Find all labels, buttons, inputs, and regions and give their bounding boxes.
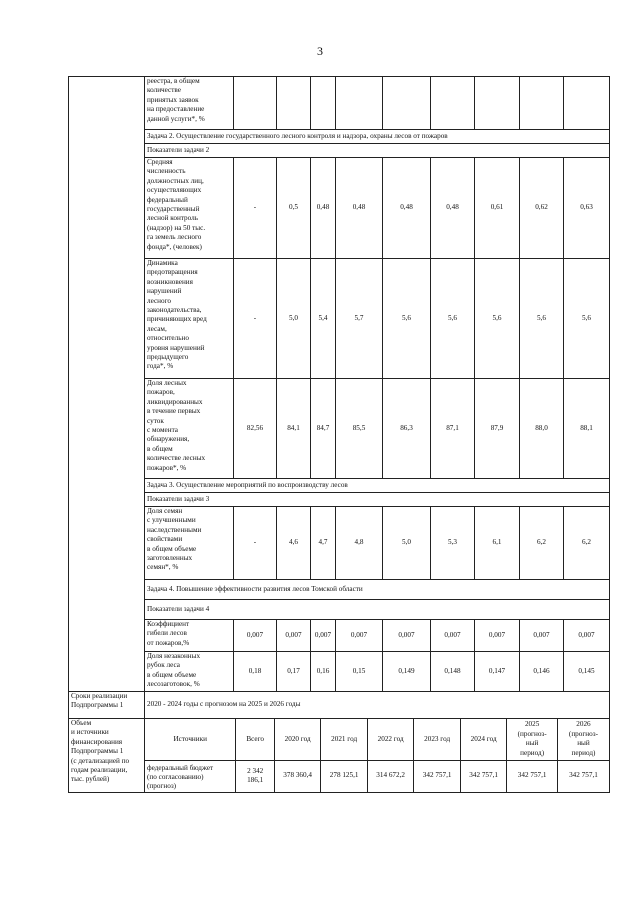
empty-cell (431, 77, 475, 130)
indicator-value: 0,62 (520, 158, 564, 259)
financing-header: 2024 год (460, 719, 507, 760)
task-indicators-label: Показатели задачи 4 (145, 600, 610, 620)
indicator-value: 5,4 (311, 259, 336, 379)
indicator-value: 86,3 (383, 379, 431, 479)
indicator-value: 5,0 (277, 259, 311, 379)
empty-cell (383, 77, 431, 130)
financing-header: 2022 год (367, 719, 414, 760)
indicator-value: 0,149 (383, 652, 431, 692)
subprogram-passport-table (68, 76, 610, 793)
financing-header: 2025 (прогноз- ный период) (507, 719, 558, 760)
financing-header: Источники (145, 719, 236, 760)
financing-header: 2021 год (321, 719, 368, 760)
indicator-value: 0,16 (311, 652, 336, 692)
indicator-name: Динамика предотвращения возникновения нарушений лесного законодательства, причиняющих вред лесам, относительно уровня нарушений предыдущего года*, % (145, 259, 234, 379)
indicator-value: 0,48 (383, 158, 431, 259)
task-heading: Задача 3. Осуществление мероприятий по воспроизводству лесов (145, 479, 610, 493)
empty-cell (520, 77, 564, 130)
financing-source: федеральный бюджет (по согласованию) (прогноз) (147, 763, 214, 791)
indicator-name: Коэффициент гибели лесов от пожаров,% (145, 620, 234, 652)
indicator-value: 0,61 (475, 158, 520, 259)
indicator-value: 6,2 (520, 507, 564, 580)
indicator-value: 5,6 (564, 259, 610, 379)
task-indicators-label: Показатели задачи 2 (145, 144, 610, 158)
indicator-name: Доля семян с улучшенными наследственными свойствами в общем объеме заготовленных семян*, % (145, 507, 234, 580)
financing-header: 2026 (прогноз- ный период) (557, 719, 609, 760)
financing-value: 2 342 186,1 (236, 760, 274, 792)
financing-cell (145, 719, 610, 793)
financing-value: 342 757,1 (414, 760, 461, 792)
indicator-value: 5,0 (383, 507, 431, 580)
indicator-value: 0,5 (277, 158, 311, 259)
financing-header: Всего (236, 719, 274, 760)
indicator-value: 0,007 (431, 620, 475, 652)
task-indicators-label: Показатели задачи 3 (145, 493, 610, 507)
indicator-name: Средняя численность должностных лиц, осуществляющих федеральный государственный лесной контроль (надзор) на 50 тыс. га земель лесного фонда*, (человек) (145, 158, 234, 259)
task-heading: Задача 4. Повышение эффективности развития лесов Томской области (145, 580, 610, 600)
indicator-value: 82,56 (234, 379, 277, 479)
empty-cell (336, 77, 383, 130)
indicator-value: 0,17 (277, 652, 311, 692)
indicator-value: 88,0 (520, 379, 564, 479)
indicator-value: 5,6 (431, 259, 475, 379)
indicator-value: 0,147 (475, 652, 520, 692)
indicator-value: 5,3 (431, 507, 475, 580)
empty-cell (311, 77, 336, 130)
financing-label: Объем и источники финансирования Подпрограммы 1 (с детализацией по годам реализации, тыс. рублей) (69, 719, 145, 793)
indicator-value: - (234, 158, 277, 259)
indicator-value: 4,8 (336, 507, 383, 580)
indicator-value: 0,007 (277, 620, 311, 652)
indicator-value: 0,146 (520, 652, 564, 692)
empty-cell (564, 77, 610, 130)
financing-value: 342 757,1 (507, 760, 558, 792)
indicator-value: 0,48 (311, 158, 336, 259)
indicator-name: реестра, в общем количестве принятых заявок на предоставление данной услуги*, % (145, 77, 234, 130)
indicator-value: 84,7 (311, 379, 336, 479)
indicator-value: 4,7 (311, 507, 336, 580)
indicator-value: 0,007 (311, 620, 336, 652)
indicator-value: 5,7 (336, 259, 383, 379)
financing-header: 2020 год (274, 719, 321, 760)
empty-cell (475, 77, 520, 130)
indicators-section-label (69, 77, 145, 692)
indicator-value: 0,18 (234, 652, 277, 692)
financing-value: 278 125,1 (321, 760, 368, 792)
indicator-value: 0,48 (431, 158, 475, 259)
indicator-value: 0,145 (564, 652, 610, 692)
indicator-value: 6,2 (564, 507, 610, 580)
indicator-value: 6,1 (475, 507, 520, 580)
indicator-value: 0,48 (336, 158, 383, 259)
indicator-value: 87,9 (475, 379, 520, 479)
indicator-value: 88,1 (564, 379, 610, 479)
indicator-value: 0,007 (475, 620, 520, 652)
financing-value: 314 672,2 (367, 760, 414, 792)
indicator-value: 0,15 (336, 652, 383, 692)
financing-table (145, 719, 609, 792)
indicator-value: 85,5 (336, 379, 383, 479)
indicator-value: - (234, 507, 277, 580)
indicator-value: 0,63 (564, 158, 610, 259)
financing-value: 342 757,1 (557, 760, 609, 792)
indicator-value: 4,6 (277, 507, 311, 580)
indicator-name: Доля лесных пожаров, ликвидированных в течение первых суток с момента обнаружения, в общем количестве лесных пожаров*, % (145, 379, 234, 479)
indicator-value: 5,6 (475, 259, 520, 379)
indicator-value: 5,6 (520, 259, 564, 379)
page-number: 3 (317, 44, 323, 58)
indicator-value: 0,148 (431, 652, 475, 692)
indicator-name: Доля незаконных рубок леса в общем объеме лесозаготовок, % (145, 652, 234, 692)
empty-cell (277, 77, 311, 130)
indicator-value: 0,007 (336, 620, 383, 652)
financing-value: 378 360,4 (274, 760, 321, 792)
task-heading: Задача 2. Осуществление государственного лесного контроля и надзора, охраны лесов от пожаров (145, 130, 610, 144)
indicator-value: 0,007 (383, 620, 431, 652)
indicator-value: 0,007 (234, 620, 277, 652)
terms-label: Сроки реализации Подпрограммы 1 (69, 692, 145, 719)
indicator-value: 0,007 (520, 620, 564, 652)
indicator-value: 87,1 (431, 379, 475, 479)
indicator-value: 0,007 (564, 620, 610, 652)
terms-value: 2020 - 2024 годы с прогнозом на 2025 и 2026 годы (145, 692, 610, 719)
empty-cell (234, 77, 277, 130)
indicator-value: 5,6 (383, 259, 431, 379)
financing-header: 2023 год (414, 719, 461, 760)
financing-value: 342 757,1 (460, 760, 507, 792)
indicator-value: 84,1 (277, 379, 311, 479)
indicator-value: - (234, 259, 277, 379)
